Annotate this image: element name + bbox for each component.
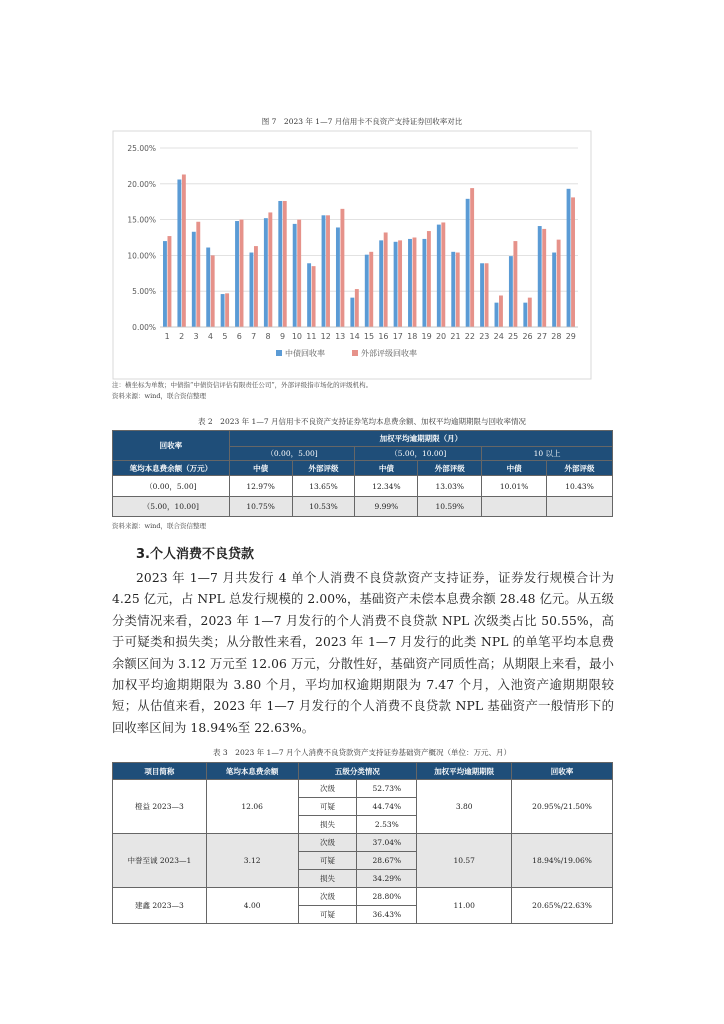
table-2-cell: 10.43%: [547, 476, 613, 497]
table-2-cell: 12.34%: [355, 476, 418, 497]
bar-zhongzhai-21: [451, 252, 455, 327]
bar-external-13: [340, 209, 344, 327]
bar-external-21: [456, 253, 460, 327]
table-3-class-value: 2.53%: [357, 816, 417, 834]
table-3-recovery: 18.94%/19.06%: [512, 834, 613, 888]
bar-external-10: [297, 220, 301, 327]
bar-external-11: [312, 266, 316, 327]
y-tick-label: 20.00%: [127, 179, 156, 189]
table-3-class-label: 次级: [298, 780, 357, 798]
table-3-class-label: 次级: [298, 888, 357, 906]
x-tick-label: 15: [363, 332, 375, 341]
bar-zhongzhai-29: [567, 189, 571, 327]
table-2-cell: [482, 497, 547, 517]
bar-zhongzhai-18: [408, 239, 412, 327]
table-2-source: 资料来源：wind，联合资信整理: [112, 522, 206, 530]
table-2-caption: 表 2 2023 年 1—7 月信用卡不良资产支持证券笔均本息费余额、加权平均逾期期限与回收率情况: [198, 417, 526, 426]
bar-external-14: [355, 289, 359, 327]
figure-7-source: 资料来源：wind，联合资信整理: [112, 392, 206, 400]
x-tick-label: 14: [349, 332, 360, 341]
bar-zhongzhai-24: [495, 303, 499, 327]
recovery-rate-bar-chart: [112, 130, 592, 380]
bar-zhongzhai-15: [365, 255, 369, 327]
table-2-range: （5.00，10.00]: [355, 447, 482, 461]
table-2-row-label: （0.00，5.00]: [113, 476, 230, 497]
table-2-cell: 13.65%: [292, 476, 355, 497]
bar-zhongzhai-2: [177, 180, 181, 327]
bar-zhongzhai-14: [350, 298, 354, 327]
table-3-class-label: 可疑: [298, 798, 357, 816]
x-tick-label: 3: [193, 332, 199, 341]
y-tick-label: 5.00%: [132, 287, 156, 297]
bar-zhongzhai-6: [235, 221, 239, 327]
bar-external-8: [268, 212, 272, 327]
table-3-overdue: 11.00: [417, 888, 512, 924]
table-3-class-value: 36.43%: [357, 906, 417, 924]
section-paragraph: 2023 年 1—7 月共发行 4 单个人消费不良贷款资产支持证券，证券发行规模合计为 4.25 亿元，占 NPL 总发行规模的 2.00%，基础资产未偿本息费余额 28.48 亿元。从五级分类情况来看，2023 年 1—7 月发行的个人消费不良贷款 NPL 次级类占比 50.55%，高于可疑类和损失类；从分散性来看，2023 年 1—7 月发行的此类 NPL 的单笔平均本息费余额区间为 3.12 万元至 12.06 万元，分散性好，基础资产同质性高；从期限上来看，最小加权平均逾期期限为 3.80 个月，平均加权逾期期限为 7.47 个月，入池资产逾期期限较短；从估值来看，2023 年 1—7 月发行的个人消费不良贷款 NPL 基础资产一般情形下的回收率区间为 18.94%至 22.63%。: [112, 571, 614, 735]
table-2-balance-header: 笔均本息费余额（万元）: [113, 461, 230, 476]
table-2-recovery-header: 回收率: [113, 431, 230, 461]
table-2-subheader: 中债: [355, 461, 418, 476]
figure-7-caption: 图 7 2023 年 1—7 月信用卡不良资产支持证券回收率对比: [261, 117, 463, 126]
table-2-range: 10 以上: [482, 447, 613, 461]
bar-external-23: [485, 263, 489, 327]
legend-swatch: [352, 350, 358, 356]
table-3-project-name: 橙益 2023—3: [113, 780, 207, 834]
bar-external-4: [211, 255, 215, 327]
bar-zhongzhai-7: [249, 253, 253, 327]
table-3-class-value: 28.80%: [357, 888, 417, 906]
table-2-range: （0.00，5.00]: [229, 447, 355, 461]
bar-zhongzhai-5: [221, 294, 225, 327]
bar-external-25: [513, 241, 517, 327]
bar-zhongzhai-27: [538, 226, 542, 327]
table-3-header: 回收率: [512, 763, 613, 780]
table-2-cell: 10.59%: [418, 497, 482, 517]
bar-zhongzhai-20: [437, 225, 441, 327]
table-2-subheader: 中债: [482, 461, 547, 476]
x-tick-label: 11: [306, 332, 317, 341]
x-tick-label: 23: [479, 332, 490, 341]
table-3-balance: 3.12: [206, 834, 298, 888]
legend-label: 外部评级回收率: [361, 349, 417, 358]
x-tick-label: 29: [565, 332, 576, 341]
bar-zhongzhai-1: [163, 241, 167, 327]
y-tick-label: 15.00%: [127, 215, 156, 225]
figure-7-note: 注：横坐标为单数；中债指“中债资信评估有限责任公司”，外部评级指市场化的评级机构。: [112, 381, 373, 389]
bar-zhongzhai-11: [307, 263, 311, 327]
x-tick-label: 1: [164, 332, 170, 341]
legend-label: 中债回收率: [285, 349, 325, 358]
x-tick-label: 26: [522, 332, 533, 341]
x-tick-label: 10: [291, 332, 303, 341]
table-3-project-name: 中誉至诚 2023—1: [113, 834, 207, 888]
table-2-subheader: 外部评级: [547, 461, 613, 476]
x-tick-label: 22: [464, 332, 475, 341]
y-tick-label: 25.00%: [127, 144, 156, 153]
bar-zhongzhai-10: [293, 224, 297, 327]
x-tick-label: 5: [222, 332, 228, 341]
table-3-project-name: 建鑫 2023—3: [113, 888, 207, 924]
legend-swatch: [276, 350, 282, 356]
bar-zhongzhai-23: [480, 263, 484, 327]
bar-external-2: [182, 174, 186, 327]
bar-zhongzhai-17: [394, 242, 398, 327]
x-tick-label: 2: [179, 332, 185, 341]
y-tick-label: 0.00%: [132, 323, 156, 332]
bar-external-18: [413, 238, 417, 328]
bar-external-27: [542, 229, 546, 327]
bar-external-17: [398, 240, 402, 327]
bar-zhongzhai-25: [509, 256, 513, 327]
table-2-cell: 10.75%: [229, 497, 292, 517]
bar-zhongzhai-19: [422, 239, 426, 327]
x-tick-label: 24: [493, 332, 504, 341]
bar-external-20: [441, 222, 445, 327]
table-2-subheader: 中债: [229, 461, 292, 476]
table-2-cell: [547, 497, 613, 517]
table-3-balance: 12.06: [206, 780, 298, 834]
y-tick-label: 10.00%: [127, 251, 156, 261]
table-3-class-value: 34.29%: [357, 870, 417, 888]
bar-external-1: [168, 236, 172, 327]
x-tick-label: 6: [236, 332, 242, 341]
x-tick-label: 21: [450, 332, 461, 341]
table-2-cell: 9.99%: [355, 497, 418, 517]
table-3-class-value: 44.74%: [357, 798, 417, 816]
table-2-row-label: （5.00，10.00]: [113, 497, 230, 517]
bar-external-22: [470, 188, 474, 327]
bar-external-19: [427, 231, 431, 327]
table-3-class-label: 可疑: [298, 906, 357, 924]
bar-zhongzhai-4: [206, 248, 210, 327]
x-tick-label: 20: [435, 332, 447, 341]
bar-zhongzhai-12: [322, 215, 326, 327]
bar-external-9: [283, 201, 287, 327]
bar-external-16: [384, 232, 388, 327]
table-3-recovery: 20.65%/22.63%: [512, 888, 613, 924]
table-3-class-label: 可疑: [298, 852, 357, 870]
table-3-overdue: 10.57: [417, 834, 512, 888]
bar-zhongzhai-26: [523, 303, 527, 327]
bar-external-15: [369, 252, 373, 327]
table-3-caption: 表 3 2023 年 1—7 月个人消费不良贷款资产支持证券基础资产概况（单位：万元、月）: [213, 748, 511, 757]
table-2-subheader: 外部评级: [292, 461, 355, 476]
table-2-cell: 10.53%: [292, 497, 355, 517]
x-tick-label: 27: [536, 332, 548, 341]
bar-zhongzhai-9: [278, 201, 282, 327]
table-2-overdue-header: 加权平均逾期期限（月）: [229, 431, 612, 447]
bar-zhongzhai-8: [264, 218, 268, 327]
bar-external-26: [528, 298, 532, 327]
table-3: [112, 762, 613, 924]
bar-zhongzhai-28: [552, 253, 556, 327]
x-tick-label: 16: [378, 332, 389, 341]
x-tick-label: 9: [279, 332, 286, 341]
bar-external-28: [557, 240, 561, 327]
x-tick-label: 19: [421, 332, 432, 341]
table-3-class-value: 37.04%: [357, 834, 417, 852]
bar-external-12: [326, 215, 330, 327]
x-tick-label: 4: [207, 332, 213, 341]
bar-external-5: [225, 293, 229, 327]
table-3-class-value: 52.73%: [357, 780, 417, 798]
table-2-subheader: 外部评级: [418, 461, 482, 476]
bar-zhongzhai-16: [379, 240, 383, 327]
x-tick-label: 13: [335, 332, 346, 341]
x-tick-label: 7: [251, 332, 257, 341]
table-3-class-value: 28.67%: [357, 852, 417, 870]
table-3-header: 笔均本息费余额: [206, 763, 298, 780]
table-2-cell: 10.01%: [482, 476, 547, 497]
bar-external-3: [196, 222, 200, 327]
table-3-header: 加权平均逾期期限: [417, 763, 512, 780]
table-3-overdue: 3.80: [417, 780, 512, 834]
x-tick-label: 18: [407, 332, 418, 341]
bar-zhongzhai-3: [192, 232, 196, 327]
bar-external-24: [499, 295, 503, 327]
x-tick-label: 8: [265, 332, 271, 341]
bar-zhongzhai-13: [336, 227, 340, 327]
bar-zhongzhai-22: [466, 199, 470, 327]
bar-external-29: [571, 197, 575, 327]
table-3-header: 项目简称: [113, 763, 207, 780]
table-2: [112, 430, 613, 517]
x-tick-label: 12: [320, 332, 331, 341]
bar-external-6: [240, 220, 244, 327]
section-heading: 3.个人消费不良贷款: [136, 547, 254, 562]
table-2-cell: 12.97%: [229, 476, 292, 497]
bar-external-7: [254, 246, 258, 327]
x-tick-label: 25: [508, 332, 519, 341]
table-3-class-label: 损失: [298, 816, 357, 834]
x-tick-label: 28: [551, 332, 562, 341]
table-3-class-label: 次级: [298, 834, 357, 852]
table-2-cell: 13.03%: [418, 476, 482, 497]
table-3-balance: 4.00: [206, 888, 298, 924]
x-tick-label: 17: [392, 332, 403, 341]
table-3-recovery: 20.95%/21.50%: [512, 780, 613, 834]
table-3-header: 五级分类情况: [298, 763, 417, 780]
table-3-class-label: 损失: [298, 870, 357, 888]
